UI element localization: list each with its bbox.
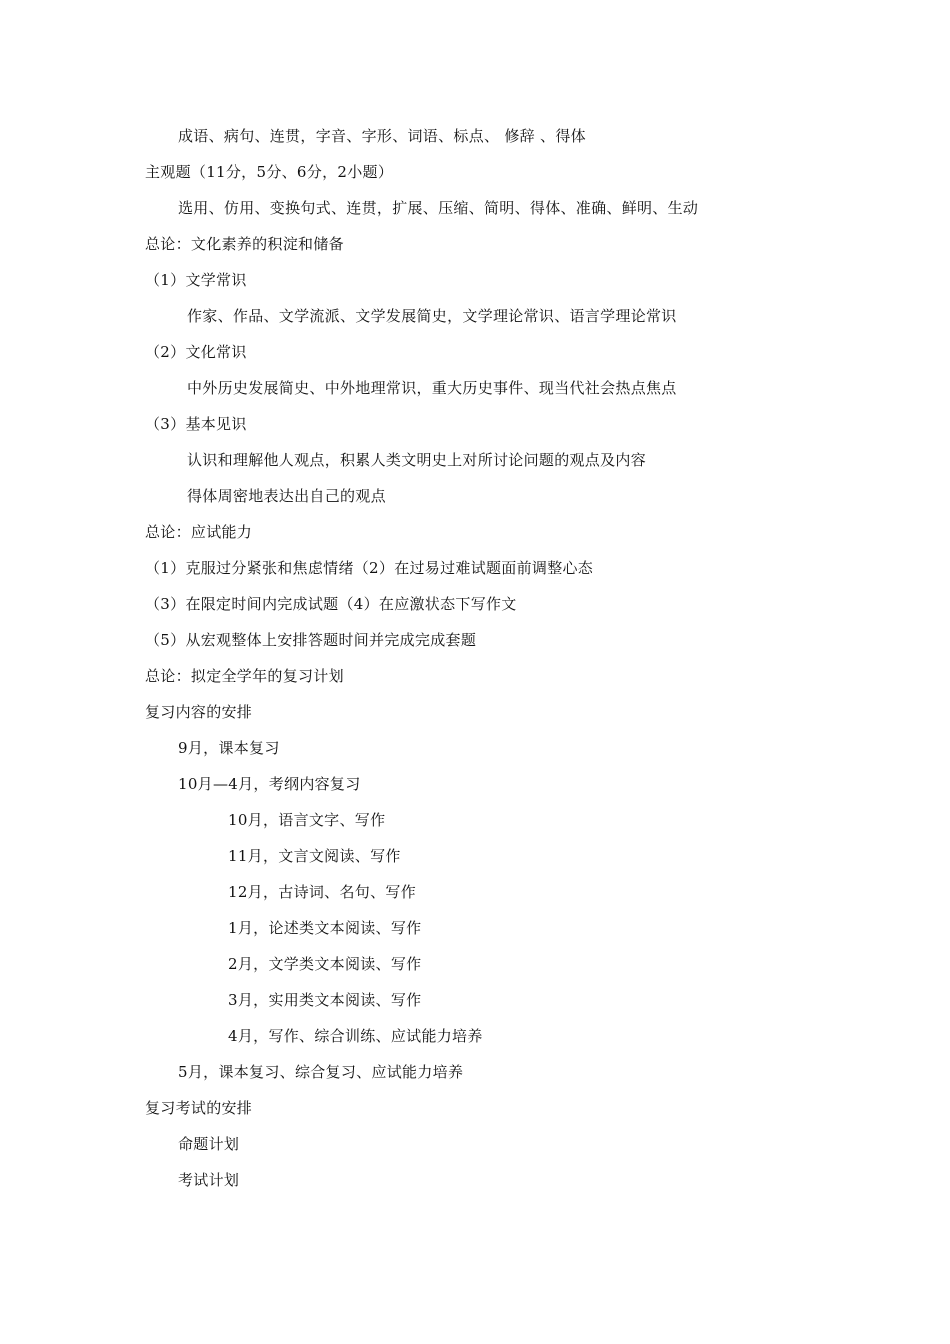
text-line-ability-1-2: （1）克服过分紧张和焦虑情绪（2）在过易过难试题面前调整心态 — [145, 559, 594, 577]
text-line-cultural-literacy-heading: 总论：文化素养的积淀和储备 — [145, 235, 344, 253]
text-line-subjective-topics: 选用、仿用、变换句式、连贯，扩展、压缩、简明、得体、准确、鲜明、生动 — [178, 199, 699, 217]
text-line-ability-3-4: （3）在限定时间内完成试题（4）在应激状态下写作文 — [145, 595, 517, 613]
text-line-december: 12月，古诗词、名句、写作 — [228, 883, 416, 901]
text-line-october: 10月，语言文字、写作 — [228, 811, 386, 829]
text-line-january: 1月，论述类文本阅读、写作 — [228, 919, 422, 937]
text-line-literature-knowledge: （1）文学常识 — [145, 271, 247, 289]
text-line-february: 2月，文学类文本阅读、写作 — [228, 955, 422, 973]
text-line-insight-detail-1: 认识和理解他人观点，积累人类文明史上对所讨论问题的观点及内容 — [187, 451, 647, 469]
text-line-question-plan: 命题计划 — [178, 1135, 240, 1153]
text-line-ability-5: （5）从宏观整体上安排答题时间并完成完成套题 — [145, 631, 477, 649]
text-line-april: 4月，写作、综合训练、应试能力培养 — [228, 1027, 483, 1045]
text-line-exam-arrangement: 复习考试的安排 — [145, 1099, 253, 1117]
text-line-may: 5月，课本复习、综合复习、应试能力培养 — [178, 1063, 464, 1081]
text-line-oct-apr: 10月—4月，考纲内容复习 — [178, 775, 361, 793]
text-line-literature-details: 作家、作品、文学流派、文学发展简史，文学理论常识、语言学理论常识 — [187, 307, 677, 325]
text-line-exam-ability-heading: 总论：应试能力 — [145, 523, 253, 541]
text-line-review-content: 复习内容的安排 — [145, 703, 253, 721]
text-line-september: 9月，课本复习 — [178, 739, 280, 757]
text-line-culture-details: 中外历史发展简史、中外地理常识，重大历史事件、现当代社会热点焦点 — [187, 379, 677, 397]
text-line-basic-insight: （3）基本见识 — [145, 415, 247, 433]
text-line-culture-knowledge: （2）文化常识 — [145, 343, 247, 361]
text-line-subjective-heading: 主观题（11分，5分、6分，2小题） — [145, 163, 394, 181]
text-line-review-plan-heading: 总论：拟定全学年的复习计划 — [145, 667, 344, 685]
text-line-november: 11月，文言文阅读、写作 — [228, 847, 401, 865]
text-line-insight-detail-2: 得体周密地表达出自己的观点 — [187, 487, 386, 505]
text-line-march: 3月，实用类文本阅读、写作 — [228, 991, 422, 1009]
text-line-objective-topics: 成语、病句、连贯，字音、字形、词语、标点、 修辞 、得体 — [178, 127, 586, 145]
text-line-exam-plan: 考试计划 — [178, 1171, 240, 1189]
